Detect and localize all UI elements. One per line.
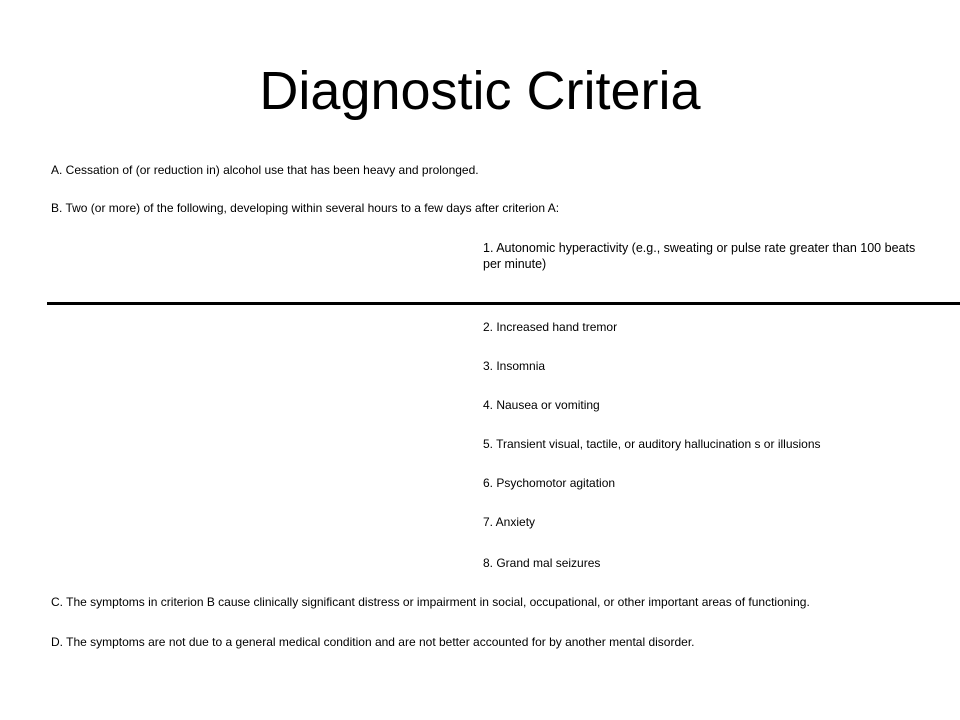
symptom-item-4: 4. Nausea or vomiting	[483, 398, 600, 412]
symptom-item-8: 8. Grand mal seizures	[483, 556, 601, 570]
criterion-b: B. Two (or more) of the following, developing within several hours to a few days after criterion A:	[51, 201, 560, 215]
slide-title: Diagnostic Criteria	[259, 61, 701, 121]
criterion-d: D. The symptoms are not due to a general medical condition and are not better accounted for by another mental disorder.	[51, 635, 695, 649]
criterion-a: A. Cessation of (or reduction in) alcohol use that has been heavy and prolonged.	[51, 163, 479, 177]
symptom-item-3: 3. Insomnia	[483, 359, 546, 373]
symptom-item-5: 5. Transient visual, tactile, or auditory hallucination s or illusions	[483, 437, 821, 451]
criterion-c: C. The symptoms in criterion B cause clinically significant distress or impairment in social, occupational, or other important areas of functioning.	[51, 595, 810, 609]
symptom-item-1: 1. Autonomic hyperactivity (e.g., sweating or pulse rate greater than 100 beats per minute)	[483, 241, 916, 271]
horizontal-divider	[47, 302, 960, 305]
symptom-item-6: 6. Psychomotor agitation	[483, 476, 616, 490]
symptom-item-2: 2. Increased hand tremor	[483, 320, 618, 334]
symptom-item-7: 7. Anxiety	[483, 515, 536, 529]
